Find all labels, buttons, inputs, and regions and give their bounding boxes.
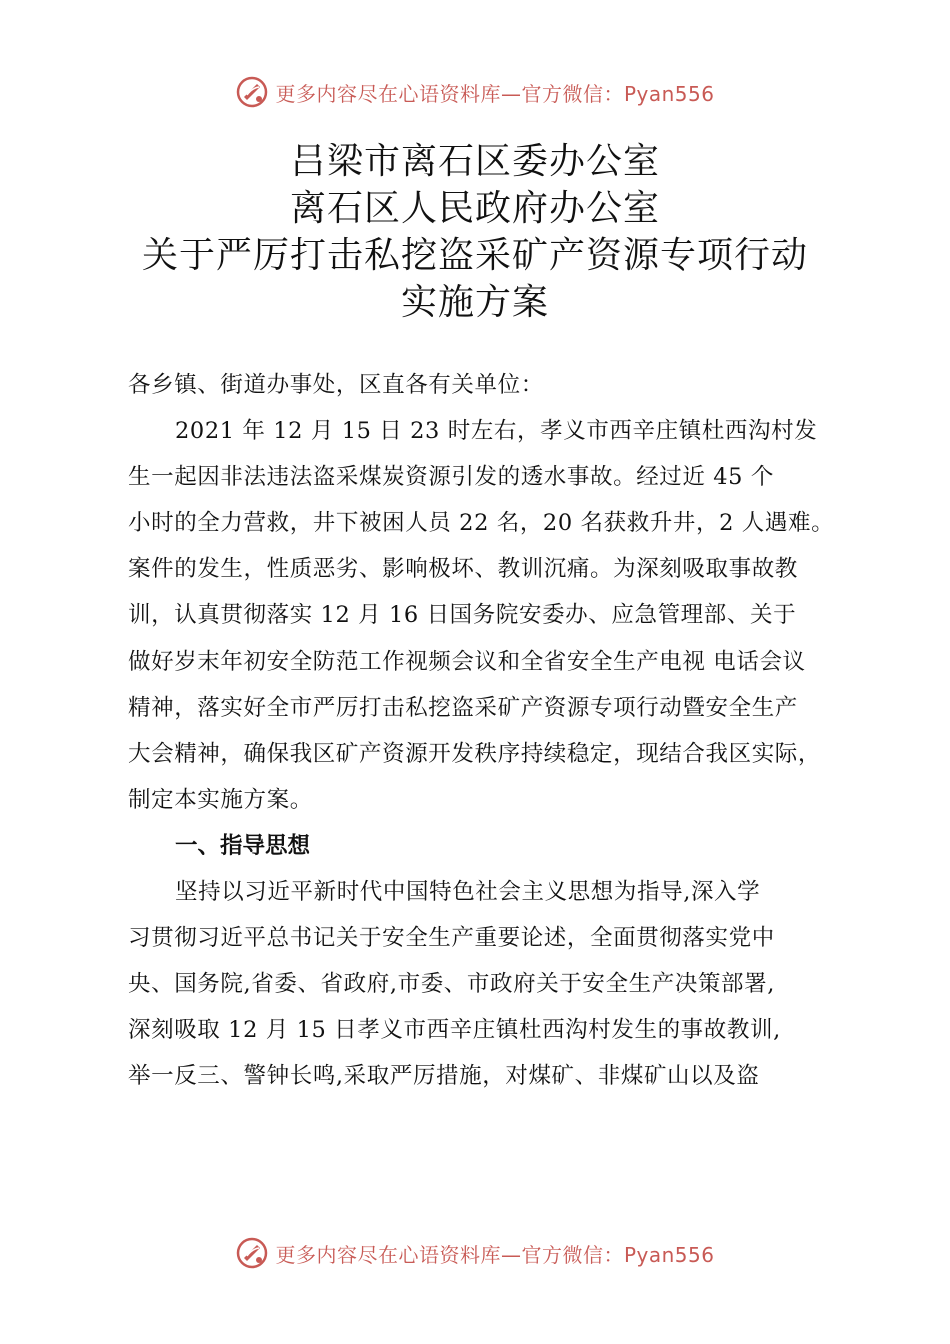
paragraph-line: 案件的发生，性质恶劣、影响极坏、教训沉痛。为深刻吸取事故教 <box>128 556 798 583</box>
title-line: 实施方案 <box>400 282 549 323</box>
brand-logo-icon <box>235 1236 269 1270</box>
document-body <box>128 362 858 1100</box>
watermark-text: 更多内容尽在心语资料库—官方微信：Pyan556 <box>275 81 715 106</box>
paragraph-line: 小时的全力营救，井下被困人员 22 名，20 名获救升井，2 人遇难。 <box>128 510 835 537</box>
title-line: 关于严厉打击私挖盗采矿产资源专项行动 <box>141 235 808 276</box>
paragraph-line: 大会精神，确保我区矿产资源开发秩序持续稳定，现结合我区实际， <box>128 740 822 767</box>
title-line: 离石区人民政府办公室 <box>289 188 660 229</box>
paragraph-line: 生一起因非法违法盗采煤炭资源引发的透水事故。经过近 45 个 <box>128 464 774 491</box>
paragraph-line: 习贯彻习近平总书记关于安全生产重要论述，全面贯彻落实党中 <box>128 925 775 952</box>
paragraph-line: 举一反三、警钟长鸣,采取严厉措施，对煤矿、非煤矿山以及盗 <box>128 1063 760 1090</box>
watermark-footer <box>0 1233 950 1273</box>
brand-logo-icon <box>235 75 269 109</box>
document-title <box>0 138 950 326</box>
watermark-text: 更多内容尽在心语资料库—官方微信：Pyan556 <box>275 1242 715 1267</box>
paragraph-intro <box>128 408 858 823</box>
paragraph-guiding-thought <box>128 869 858 1099</box>
paragraph-line: 精神，落实好全市严厉打击私挖盗采矿产资源专项行动暨安全生产 <box>128 694 798 721</box>
watermark-header <box>0 72 950 112</box>
title-line: 吕梁市离石区委办公室 <box>289 141 660 182</box>
paragraph-line: 制定本实施方案。 <box>128 786 313 813</box>
section-heading: 一、指导思想 <box>175 832 311 859</box>
paragraph-line: 2021 年 12 月 15 日 23 时左右，孝义市西辛庄镇杜西沟村发 <box>175 418 818 445</box>
paragraph-line: 深刻吸取 12 月 15 日孝义市西辛庄镇杜西沟村发生的事故教训, <box>128 1017 781 1044</box>
paragraph-line: 做好岁末年初安全防范工作视频会议和全省安全生产电视 电话会议 <box>128 648 806 675</box>
salutation: 各乡镇、街道办事处，区直各有关单位： <box>128 372 544 398</box>
paragraph-line: 坚持以习近平新时代中国特色社会主义思想为指导,深入学 <box>175 879 761 906</box>
paragraph-line: 训，认真贯彻落实 12 月 16 日国务院安委办、应急管理部、关于 <box>128 602 797 629</box>
paragraph-line: 央、国务院,省委、省政府,市委、市政府关于安全生产决策部署, <box>128 971 775 998</box>
